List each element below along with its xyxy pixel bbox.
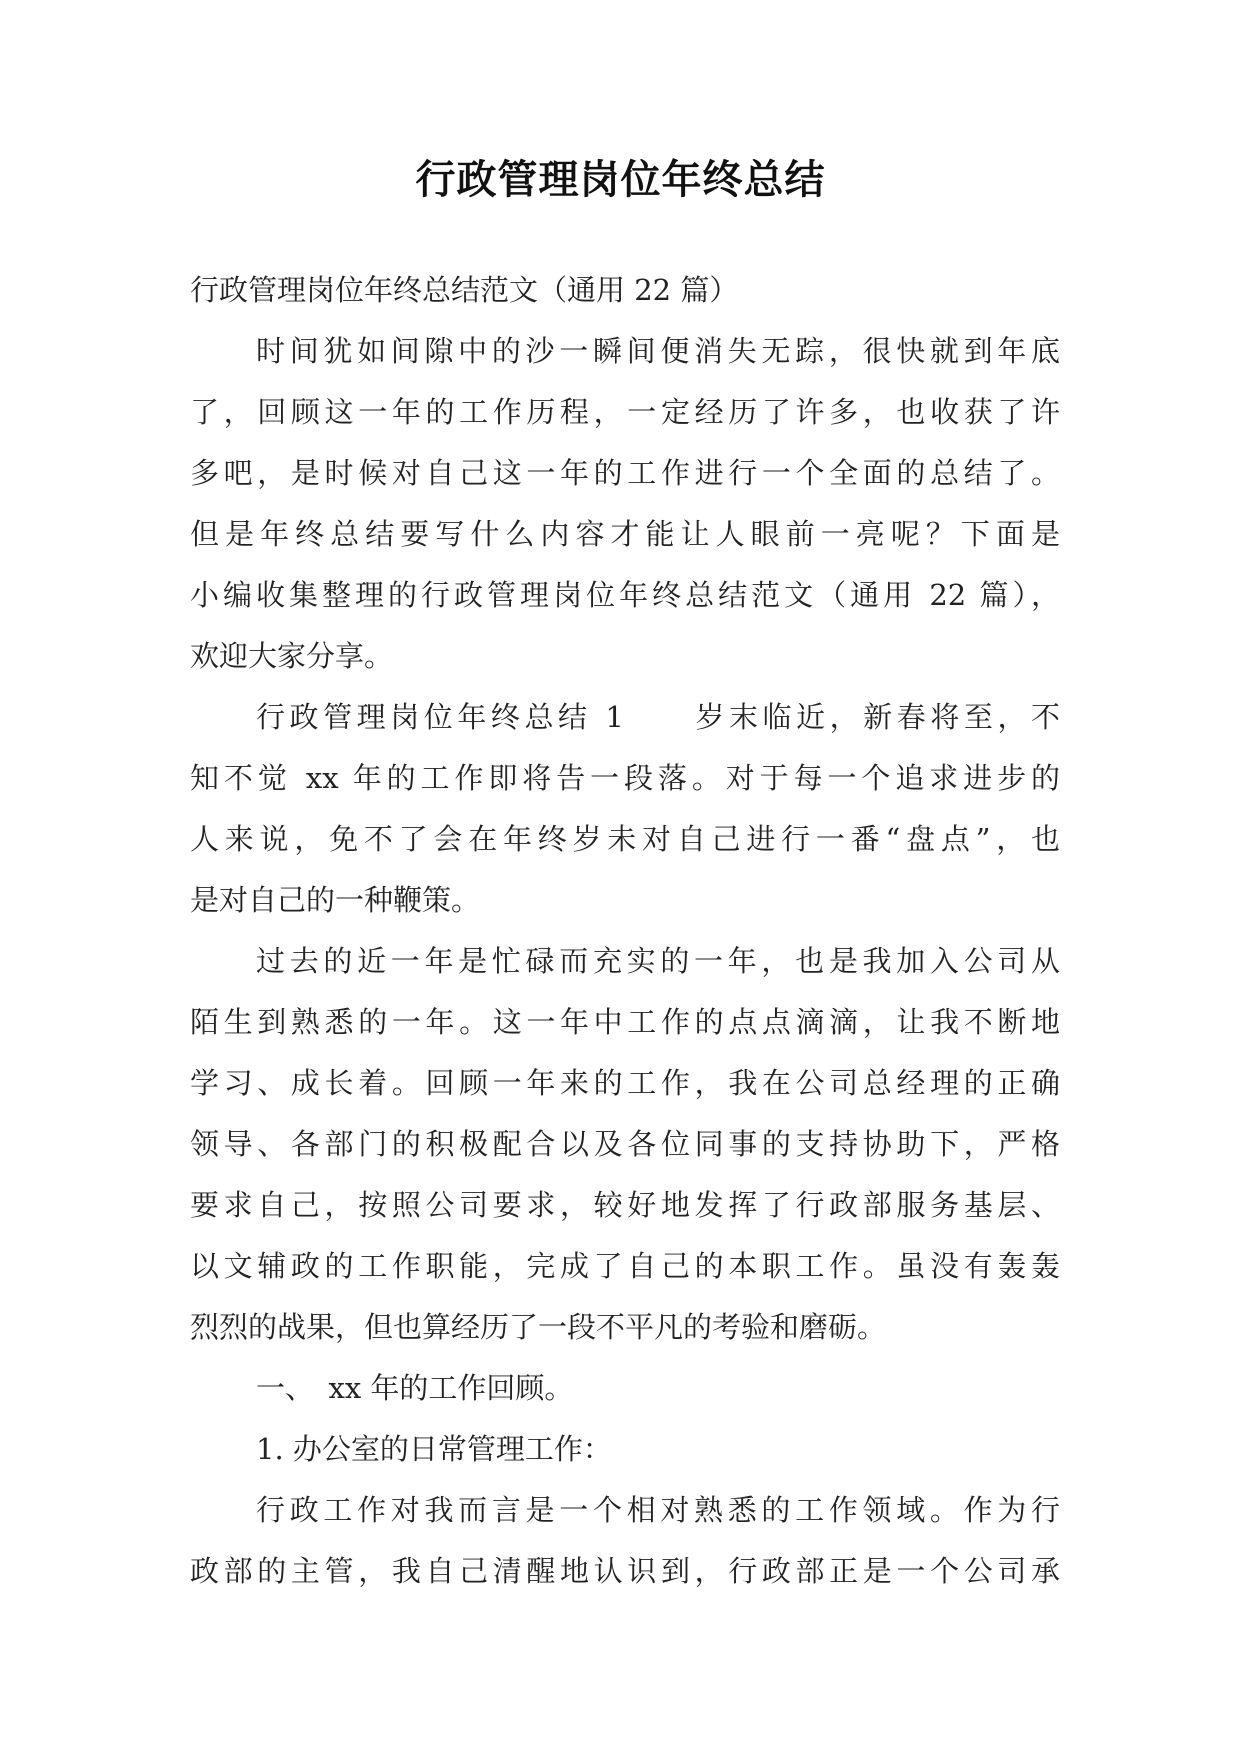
paragraph-line: 知不觉 xx 年的工作即将告一段落。对于每一个追求进步的: [190, 761, 1060, 795]
paragraph-line: 要求自己，按照公司要求，较好地发挥了行政部服务基层、: [190, 1188, 1060, 1222]
document-title: 行政管理岗位年终总结: [415, 156, 826, 203]
paragraph-line: 小编收集整理的行政管理岗位年终总结范文（通用 22 篇），: [190, 578, 1060, 612]
subsection-heading: 1. 办公室的日常管理工作：: [256, 1432, 612, 1466]
paragraph-line: 领导、各部门的积极配合以及各位同事的支持协助下，严格: [190, 1127, 1060, 1161]
paragraph-line: 但是年终总结要写什么内容才能让人眼前一亮呢？下面是: [190, 517, 1060, 551]
paragraph-line: 人来说，免不了会在年终岁未对自己进行一番“盘点”，也: [190, 822, 1060, 856]
paragraph-line: 行政管理岗位年终总结 1 岁末临近，新春将至，不: [256, 700, 1060, 734]
document-body: [190, 260, 1060, 1602]
paragraph-line: 多吧，是时候对自己这一年的工作进行一个全面的总结了。: [190, 456, 1060, 490]
paragraph-line: 学习、成长着。回顾一年来的工作，我在公司总经理的正确: [190, 1066, 1060, 1100]
paragraph-line: 以文辅政的工作职能，完成了自己的本职工作。虽没有轰轰: [190, 1249, 1060, 1283]
section-heading: 一、 xx 年的工作回顾。: [256, 1371, 574, 1405]
paragraph-line: 是对自己的一种鞭策。: [190, 883, 481, 917]
paragraph-line: 过去的近一年是忙碌而充实的一年，也是我加入公司从: [256, 944, 1060, 978]
paragraph-line: 欢迎大家分享。: [190, 639, 394, 673]
paragraph-line: 陌生到熟悉的一年。这一年中工作的点点滴滴，让我不断地: [190, 1005, 1060, 1039]
paragraph-line: 烈烈的战果，但也算经历了一段不平凡的考验和磨砺。: [190, 1310, 887, 1344]
paragraph-line: 了，回顾这一年的工作历程，一定经历了许多，也收获了许: [190, 395, 1060, 429]
paragraph-line: 时间犹如间隙中的沙一瞬间便消失无踪，很快就到年底: [256, 334, 1060, 368]
subtitle-line: 行政管理岗位年终总结范文（通用 22 篇）: [190, 273, 739, 307]
paragraph-line: 政部的主管，我自己清醒地认识到，行政部正是一个公司承: [190, 1554, 1060, 1588]
paragraph-line: 行政工作对我而言是一个相对熟悉的工作领域。作为行: [256, 1493, 1060, 1527]
